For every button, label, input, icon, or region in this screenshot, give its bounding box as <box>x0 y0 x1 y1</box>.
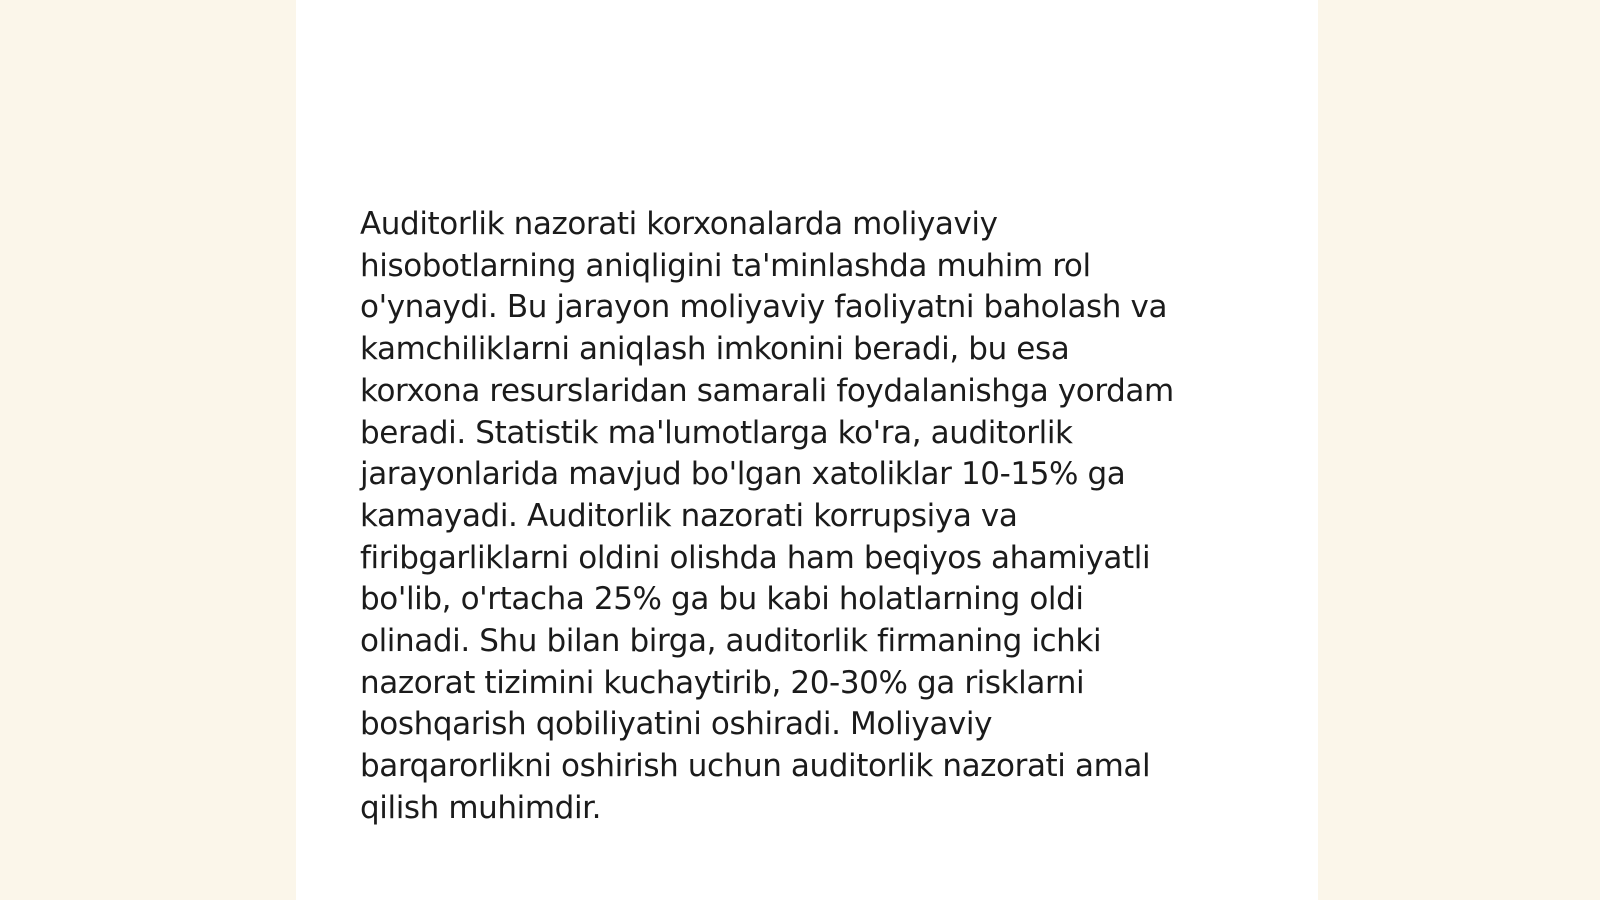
paragraph-line: hisobotlarning aniqligini ta'minlashda muhim rol <box>360 247 1091 284</box>
paragraph-line: korxona resurslaridan samarali foydalanishga yordam <box>360 372 1174 409</box>
paragraph-line: barqarorlikni oshirish uchun auditorlik nazorati amal <box>360 748 1151 785</box>
paragraph-line: boshqarish qobiliyatini oshiradi. Moliyaviy <box>360 706 993 743</box>
paragraph-line: firibgarliklarni oldini olishda ham beqiyos ahamiyatli <box>360 539 1151 576</box>
paragraph-line: jarayonlarida mavjud bo'lgan xatoliklar 10-15% ga <box>360 456 1126 493</box>
paragraph-line: o'ynaydi. Bu jarayon moliyaviy faoliyatni baholash va <box>360 289 1168 326</box>
paragraph-line: beradi. Statistik ma'lumotlarga ko'ra, auditorlik <box>360 414 1073 451</box>
paragraph-line: qilish muhimdir. <box>360 789 602 826</box>
body-paragraph <box>360 204 1260 830</box>
paragraph-line: nazorat tizimini kuchaytirib, 20-30% ga risklarni <box>360 664 1085 701</box>
paragraph-line: kamchiliklarni aniqlash imkonini beradi, bu esa <box>360 331 1070 368</box>
document-page <box>296 0 1318 900</box>
paragraph-line: Auditorlik nazorati korxonalarda moliyaviy <box>360 206 998 242</box>
paragraph-line: bo'lib, o'rtacha 25% ga bu kabi holatlarning oldi <box>360 581 1084 618</box>
paragraph-line: kamayadi. Auditorlik nazorati korrupsiya va <box>360 497 1018 534</box>
paragraph-line: olinadi. Shu bilan birga, auditorlik firmaning ichki <box>360 623 1102 660</box>
